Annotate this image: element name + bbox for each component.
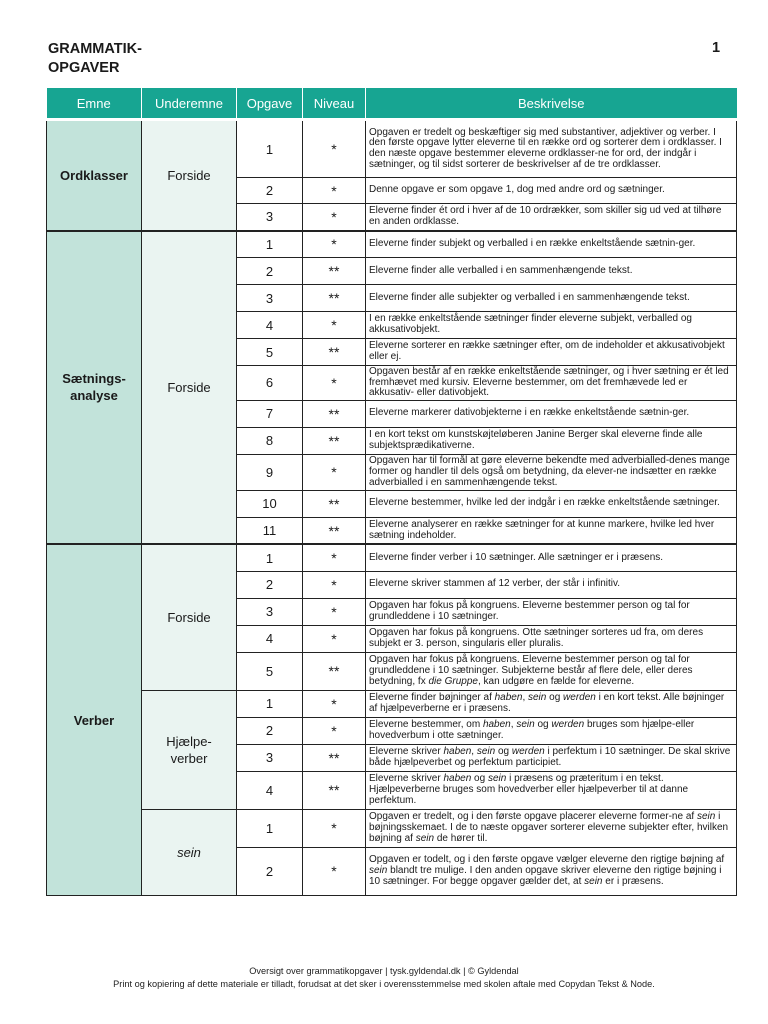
- subtopic-cell: Hjælpe- verber: [142, 690, 237, 809]
- exercise-description: Eleverne bestemmer, om haben, sein og werden bruges som hjælpe-eller hovedverbum i otte sætninger.: [366, 717, 737, 744]
- exercise-number: 4: [237, 625, 303, 652]
- exercise-number: 2: [237, 847, 303, 895]
- level-stars: **: [303, 771, 366, 809]
- exercise-description: Eleverne finder alle verballed i en sammenhængende tekst.: [366, 258, 737, 285]
- level-stars: **: [303, 744, 366, 771]
- exercise-description: Eleverne finder subjekt og verballed i en række enkeltstående sætnin-ger.: [366, 231, 737, 258]
- exercise-description: I en kort tekst om kunstskøjteløberen Janine Berger skal eleverne finde alle subjektsprædikativerne.: [366, 427, 737, 454]
- exercise-description: Eleverne finder ét ord i hver af de 10 ordrækker, som skiller sig ud ved at tilhøre en anden ordklasse.: [366, 204, 737, 231]
- exercise-description: Eleverne skriver haben og sein i præsens og præteritum i en tekst. Hjælpeverberne bruges som hovedverber eller hjælpeverber til at danne perfektum.: [366, 771, 737, 809]
- exercise-description: Eleverne markerer dativobjekterne i en række enkeltstående sætnin-ger.: [366, 400, 737, 427]
- exercise-number: 1: [237, 231, 303, 258]
- level-stars: *: [303, 231, 366, 258]
- topic-cell: Verber: [47, 544, 142, 895]
- title-line-2: OPGAVER: [48, 60, 120, 76]
- title-line-1: GRAMMATIK-: [48, 41, 142, 57]
- exercise-number: 3: [237, 598, 303, 625]
- exercise-number: 1: [237, 544, 303, 571]
- table-row: [47, 690, 737, 717]
- exercise-description: I en række enkeltstående sætninger finder eleverne subjekt, verballed og akkusativobjekt.: [366, 312, 737, 339]
- topic-cell: Sætnings- analyse: [47, 231, 142, 545]
- exercise-number: 5: [237, 652, 303, 690]
- level-stars: *: [303, 120, 366, 178]
- level-stars: *: [303, 625, 366, 652]
- exercise-description: Opgaven er tredelt og beskæftiger sig med substantiver, adjektiver og verber. I den første opgave lytter eleverne til en række ord og sorterer dem i ordklasser. I den næste opgave bestemmer eleverne ordklasser-ne for ord, der indgår i sætninger, og til sidst sorterer de beskrivelser af de tre ordklasser.: [366, 120, 737, 178]
- exercise-number: 3: [237, 744, 303, 771]
- exercise-number: 1: [237, 120, 303, 178]
- table-row: [47, 809, 737, 847]
- exercise-number: 2: [237, 178, 303, 204]
- level-stars: **: [303, 258, 366, 285]
- table-header-row: [47, 88, 737, 120]
- exercise-number: 11: [237, 517, 303, 544]
- exercise-description: Eleverne finder verber i 10 sætninger. Alle sætninger er i præsens.: [366, 544, 737, 571]
- level-stars: *: [303, 690, 366, 717]
- exercise-number: 4: [237, 771, 303, 809]
- exercise-description: Denne opgave er som opgave 1, dog med andre ord og sætninger.: [366, 178, 737, 204]
- level-stars: **: [303, 339, 366, 366]
- level-stars: *: [303, 571, 366, 598]
- table-row: [47, 231, 737, 258]
- header-opgave: Opgave: [237, 88, 303, 120]
- exercise-description: Opgaven har fokus på kongruens. Eleverne bestemmer person og tal for grundleddene i 10 sætninger.: [366, 598, 737, 625]
- exercise-description: Opgaven består af en række enkeltstående sætninger, og i hver sætning er ét led fremhævet med kursiv. Eleverne bestemmer, om det fremhævede led er akkusativ- eller dativobjekt.: [366, 366, 737, 401]
- exercise-number: 1: [237, 809, 303, 847]
- topic-cell: Ordklasser: [47, 120, 142, 231]
- level-stars: *: [303, 847, 366, 895]
- exercise-number: 3: [237, 204, 303, 231]
- exercise-number: 1: [237, 690, 303, 717]
- subtopic-cell: Forside: [142, 231, 237, 545]
- exercise-description: Opgaven er tredelt, og i den første opgave placerer eleverne former-ne af sein i bøjningsskemaet. I de to næste opgaver sorterer eleverne subjekter efter, hvilken bøjning af sein de hører til.: [366, 809, 737, 847]
- level-stars: *: [303, 598, 366, 625]
- level-stars: *: [303, 717, 366, 744]
- exercise-number: 7: [237, 400, 303, 427]
- exercise-number: 3: [237, 285, 303, 312]
- level-stars: *: [303, 454, 366, 490]
- exercise-description: Eleverne finder alle subjekter og verballed i en sammenhængende tekst.: [366, 285, 737, 312]
- exercise-number: 8: [237, 427, 303, 454]
- exercise-description: Opgaven har til formål at gøre eleverne bekendte med adverbialled-denes mange former og handler til dels også om betydning, da elever-ne indsætter en række adverbialled i en sammenhængende tekst.: [366, 454, 737, 490]
- exercise-description: Eleverne bestemmer, hvilke led der indgår i en række enkeltstående sætninger.: [366, 490, 737, 517]
- exercise-number: 4: [237, 312, 303, 339]
- exercise-number: 10: [237, 490, 303, 517]
- exercise-number: 2: [237, 571, 303, 598]
- exercise-number: 2: [237, 258, 303, 285]
- document-title: [48, 40, 142, 78]
- exercise-number: 9: [237, 454, 303, 490]
- level-stars: *: [303, 366, 366, 401]
- table-row: [47, 120, 737, 178]
- header-underemne: Underemne: [142, 88, 237, 120]
- exercise-description: Eleverne finder bøjninger af haben, sein og werden i en kort tekst. Alle bøjninger af hjælpeverberne er i præsens.: [366, 690, 737, 717]
- level-stars: *: [303, 544, 366, 571]
- footer-copyright: Print og kopiering af dette materiale er tilladt, forudsat at det sker i overensstemmelse med skolen aftale med Copydan Tekst & Node.: [113, 979, 655, 989]
- exercise-description: Eleverne skriver stammen af 12 verber, der står i infinitiv.: [366, 571, 737, 598]
- exercise-number: 5: [237, 339, 303, 366]
- exercise-description: Eleverne analyserer en række sætninger for at kunne markere, hvilke led hver sætning indeholder.: [366, 517, 737, 544]
- level-stars: **: [303, 652, 366, 690]
- exercise-number: 2: [237, 717, 303, 744]
- footer-source: Oversigt over grammatikopgaver | tysk.gyldendal.dk | © Gyldendal: [249, 966, 519, 976]
- subtopic-cell: Forside: [142, 120, 237, 231]
- level-stars: **: [303, 285, 366, 312]
- exercise-description: Eleverne skriver haben, sein og werden i perfektum i 10 sætninger. De skal skrive både hjælpeverbet og perfektum participiet.: [366, 744, 737, 771]
- level-stars: **: [303, 517, 366, 544]
- exercise-table: [46, 88, 737, 896]
- level-stars: *: [303, 204, 366, 231]
- level-stars: *: [303, 809, 366, 847]
- exercise-number: 6: [237, 366, 303, 401]
- subtopic-cell: Forside: [142, 544, 237, 690]
- exercise-description: Eleverne sorterer en række sætninger efter, om de indeholder et akkusativobjekt eller ej.: [366, 339, 737, 366]
- subtopic-cell: sein: [142, 809, 237, 895]
- level-stars: **: [303, 427, 366, 454]
- level-stars: **: [303, 400, 366, 427]
- exercise-description: Opgaven har fokus på kongruens. Eleverne bestemmer person og tal for grundleddene i 10 sætninger. Subjekterne består af flere dele, eller deres betydning, fx die Gruppe, kan udgøre en fælde for eleverne.: [366, 652, 737, 690]
- level-stars: **: [303, 490, 366, 517]
- header-niveau: Niveau: [303, 88, 366, 120]
- table-row: [47, 544, 737, 571]
- level-stars: *: [303, 178, 366, 204]
- header-emne: Emne: [47, 88, 142, 120]
- page-number: 1: [712, 40, 721, 56]
- exercise-description: Opgaven er todelt, og i den første opgave vælger eleverne den rigtige bøjning af sein blandt tre mulige. I den anden opgave skriver eleverne den rigtige bøjning i 10 sætninger. For begge opgaver gælder det, at sein er i præsens.: [366, 847, 737, 895]
- level-stars: *: [303, 312, 366, 339]
- header-beskrivelse: Beskrivelse: [366, 88, 737, 120]
- exercise-description: Opgaven har fokus på kongruens. Otte sætninger sorteres ud fra, om deres subjekt er 3. person, singularis eller pluralis.: [366, 625, 737, 652]
- table-body: [47, 120, 737, 896]
